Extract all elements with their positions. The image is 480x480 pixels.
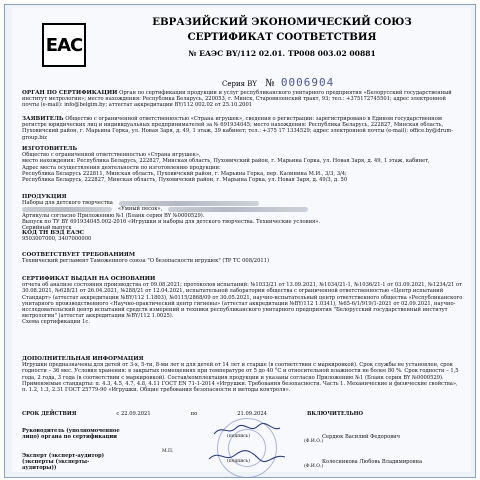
requirements-label: СООТВЕТСТВУЕТ ТРЕБОВАНИЯМ [22,252,136,258]
manufacturer-line: Республика Беларусь, 222827, Минская область, Пуховичский район, г. Марьина Горка, ул. Новая Заря, д. 49/3, д. 50 [22,177,348,184]
union-heading: ЕВРАЗИЙСКИЙ ЭКОНОМИЧЕСКИЙ СОЮЗ [152,16,412,28]
additional-label: ДОПОЛНИТЕЛЬНАЯ ИНФОРМАЦИЯ [22,356,144,362]
basis-scheme: Схема сертификации 1с. [22,319,90,326]
product-name: Наборы для детского творчества [22,200,113,207]
product-section [22,194,464,231]
head-role: Руководитель (уполномоченное лицо) органа по сертификации [22,428,120,440]
validity-from: с 22.09.2021 [116,411,151,417]
applicant-label: ЗАЯВИТЕЛЬ [22,116,64,122]
manufacturer-label: ИЗГОТОВИТЕЛЬ [22,146,78,152]
additional-section [22,356,464,393]
tnved-section [22,230,464,242]
manufacturer-section [22,146,464,183]
manufacturer-line: Адрес места осуществления деятельности по изготовлению продукции: [22,164,221,171]
expert-role: Эксперт (эксперт-аудитор) (эксперты (эксперты-аудиторы)) [22,453,105,471]
validity-dash: по [190,411,198,417]
redacted-text [119,201,259,206]
basis-text: отчета об анализе состояния производства от 09.08.2021; протоколов испытаний: №1033/21 от 13.09.2021, №1034/21-1, №1036/21-1 от 03.09.2021, №1234/21 от 30.08.2021, №628/21 от 26.04.2021, №288/21 от 12.04.2021, испытательной лаборатории общества с ограниченной ответственностью «Центр испытаний Стандарт» (аттестат аккредитации №BY/112 1.1803), №0115/2868/09 от 30.05.2021, научно-испытательный центр ответственного общества «Республиканского унитарного производственного «Научно-практический центр гигиены» (аттестат аккредитации №BY/112 1.0341), №65-6/1/919/1-2021 от 02.09.2021, научно-исследовательский центр испытаний средств измерений и техники республиканского унитарного предприятия "Белорусский государственный институт метрологии" (аттестат аккредитации №BY/112 1.0025). [22,282,463,320]
certificate-title: СЕРТИФИКАТ СООТВЕТСТВИЯ [187,31,377,43]
sig-label: (подпись) [227,459,250,464]
applicant-text: Общество с ограниченной ответственностью «Страна игрушек», сведения о регистрации: зарегистрировано в Едином государственном регистре юридических лиц и индивидуальных предпринимателей за № 691934045; место нахождения: Республика Беларусь, 222827, Минская область, Пуховичский район, г. Марьина Горка, ул. Новая Заря, д. 49, 1 этаж, 39 кабинет; тел.: +375 17 1334529; адрес электронной почты (e-mail): office.by@drum-group.biz [22,116,454,141]
organ-label: ОРГАН ПО СЕРТИФИКАЦИИ [22,90,118,96]
requirements-section [22,252,464,264]
serial-no-sign: № [265,78,275,89]
expert-name: Колесникова Любовь Владимировна [322,459,423,465]
certificate-sheet [12,8,471,472]
basis-label: СЕРТИФИКАТ ВЫДАН НА ОСНОВАНИИ [22,276,156,282]
validity-to: 21.09.2024 [237,411,267,417]
redacted-text [168,207,308,212]
requirements-text: Технический регламент Таможенного союза "О безопасности игрушек" (ТР ТС 008/2011) [22,258,270,265]
head-name-label: (Ф.И.О.) [304,439,324,444]
organ-text: Орган по сертификации продукции и услуг республиканского унитарного предприятия «Белорусский государственный институт метрологии»; место нахождения: Республика Беларусь, 220053, г. Минск, Старовиленский тракт, 93; тел.: +375172745501; адрес электронной почты (e-mail): info@belgim.by; аттестат аккредитации BY/112 002.02 от 25.10.2001 [22,90,452,109]
eac-logo [42,23,86,67]
product-tu: Выпуск по ТУ BY 691934045.002-2016 «Игрушки и наборы для детского творчества. Технические условия». [22,218,321,225]
basis-section [22,276,464,326]
certificate-page [4,4,476,478]
manufacturer-line: Общество с ограниченной ответственностью «Страна игрушек», [22,152,201,159]
validity-label-to: ВКЛЮЧИТЕЛЬНО [306,411,364,417]
product-articles: Артикулы согласно Приложению №1 (Бланк серия BY №0000529). [22,212,205,219]
product-subname: «Умный песок», [118,206,163,213]
serial-value: 0006904 [280,76,335,89]
certificate-number: № ЕАЭС BY/112 02.01. ТР008 003.02 00881 [188,49,376,58]
validity-row [22,411,464,417]
additional-text: Игрушки предназначены для детей от 3-х, 5-ти, 8-ми лет и для детей от 14 лет и старше (в соответствии с маркировкой). Срок службы не установлен, срок годности – 36 мес. Условия хранения: в закрытых помещениях при температуре от 5 до 40 °С и относительной влажности не более 80 %. Срок годности – 1,5 года, 2 года, 3 года (в соответствии с маркировкой). Состав/комплектация продукции и указаны согласно Приложению №1 (Бланк серия BY №0000529). Применяемые стандарты: п. 4.3, 4.5, 4.7, 4.8, 4.11 ГОСТ EN 71-1-2014 «Игрушки. Требования безопасности. Часть 1. Механические и физические свойства», п. 1.2, 1.3, 2.31 ГОСТ 25779-90 «Игрушки. Общие требования безопасности и методы контроля». [22,362,459,394]
manufacturer-line: место нахождения: Республика Беларусь, 222827, Минская область, Пуховичский район, г. Марьина Горка, ул. Новая Заря, д. 49, 1 этаж, кабинет, [22,158,430,165]
serial-label: Серия BY [222,80,257,88]
head-name: Сердюк Василий Федорович [322,434,401,440]
product-label: ПРОДУКЦИЯ [22,194,67,200]
mp-label: М.П. [162,449,174,454]
sig-label: (подпись) [227,434,250,439]
redacted-text [22,207,112,212]
validity-label-from: СРОК ДЕЙСТВИЯ [22,411,77,417]
expert-name-label: (Ф.И.О.) [304,464,324,469]
product-serial: Серийный выпуск [22,225,72,232]
eac-logo-text: ЕАС [45,34,83,56]
serial-number [222,76,334,89]
tnved-value: 9503007000, 3407000000 [22,236,92,243]
manufacturer-line: Республика Беларусь 222811, Минская область, Пуховичский район, г. Марьина Горка, пер. Калинина М.И., 3/3, 3/4; [22,170,347,177]
organ-section [22,90,464,109]
applicant-section [22,116,464,141]
tnved-label: КОД ТН ВЭД ЕАЭС [22,230,85,236]
